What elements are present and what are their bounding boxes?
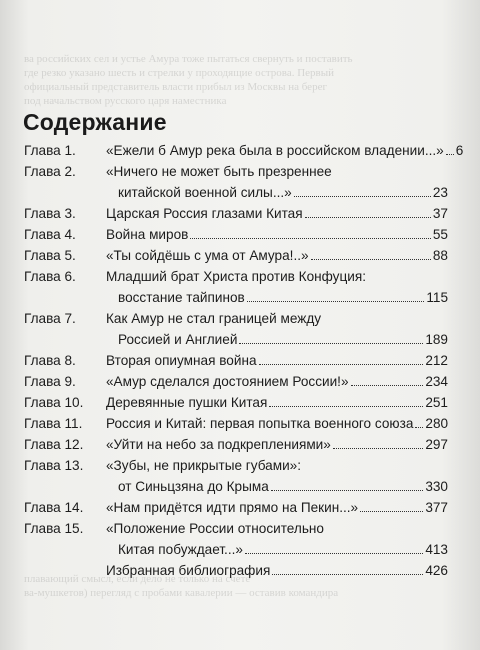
chapter-number: Глава 4.	[24, 227, 76, 242]
chapter-title-line: Вторая опиумная война	[106, 353, 257, 368]
dot-leader	[311, 245, 431, 260]
page-number: 377	[425, 500, 448, 515]
chapter-number: Глава 1.	[24, 143, 76, 158]
chapter-number: Глава 12.	[24, 437, 84, 452]
chapter-title-line: «Ты сойдёшь с ума от Амура!..»	[106, 248, 309, 263]
chapter-title-line: Китая побуждает...»	[118, 542, 243, 557]
chapter-number: Глава 13.	[24, 458, 84, 473]
toc-entry	[24, 434, 448, 455]
toc-entry	[24, 392, 448, 413]
chapter-title-line: Младший брат Христа против Конфуция:	[106, 269, 366, 284]
dot-leader	[351, 371, 424, 386]
chapter-title-line: «Ничего не может быть презреннее	[106, 164, 332, 179]
dot-leader	[415, 413, 423, 428]
chapter-title-line: восстание тайпинов	[118, 290, 245, 305]
contents-title: Содержание	[23, 109, 167, 135]
page-number: 115	[426, 290, 448, 305]
toc-entry	[24, 224, 448, 245]
chapter-title-line: от Синьцзяна до Крыма	[118, 479, 269, 494]
toc-entry	[24, 308, 448, 350]
chapter-title-line: Избранная библиография	[106, 563, 271, 578]
show-through-text-top: ва российских сел и устье Амура тоже пытаться свернуть и поставить где резко указано шесть и стрелки у проходящие острова. Первый официальный представитель власти прибыл из Москвы на берег под начальством русского царя наместника	[24, 53, 353, 107]
chapter-title-line: «Нам придётся идти прямо на Пекин...»	[106, 500, 359, 515]
chapter-title-line: Война миров	[106, 227, 189, 242]
toc-entry	[24, 350, 448, 371]
toc-entry	[24, 203, 448, 224]
chapter-number: Глава 9.	[24, 374, 76, 389]
page-number: 426	[425, 563, 448, 578]
dot-leader	[360, 497, 423, 512]
dot-leader	[245, 539, 423, 554]
toc-entry	[24, 140, 464, 161]
chapter-title-line: «Уйти на небо за подкреплениями»	[106, 437, 331, 452]
dot-leader	[446, 140, 454, 155]
chapter-number: Глава 8.	[24, 353, 76, 368]
chapter-title-line: Деревянные пушки Китая	[106, 395, 268, 410]
page-number: 413	[425, 542, 448, 557]
page-number: 37	[432, 206, 448, 221]
toc-entry	[24, 161, 448, 203]
chapter-title-line: «Амур сделался достоянием России!»	[106, 374, 349, 389]
chapter-title-line: «Положение России относительно	[106, 521, 324, 536]
page-number: 280	[425, 416, 449, 431]
chapter-title-line: «Ежели б Амур река была в российском владении...»	[106, 143, 444, 158]
page-number: 297	[425, 437, 448, 452]
page-number: 6	[455, 143, 464, 158]
chapter-title-line: Царская Россия глазами Китая	[106, 206, 303, 221]
chapter-title-line: китайской военной силы...»	[118, 185, 292, 200]
dot-leader	[269, 392, 423, 407]
chapter-number: Глава 6.	[24, 269, 76, 284]
toc-entry	[24, 266, 448, 308]
dot-leader	[271, 476, 424, 491]
page-number: 23	[432, 185, 448, 200]
show-through-text-bottom: плавающий смысл, если дело не только на счете ва-мушкетов) пеpегляд с пробами кавалерии — оставив командира	[24, 573, 339, 599]
chapter-title-line: Россия и Китай: первая попытка военного союза	[106, 416, 414, 431]
page-number: 189	[425, 332, 448, 347]
chapter-number: Глава 15.	[24, 521, 84, 536]
chapter-number: Глава 3.	[24, 206, 76, 221]
page-number: 330	[425, 479, 448, 494]
dot-leader	[294, 182, 431, 197]
dot-leader	[190, 224, 431, 239]
chapter-number: Глава 10.	[24, 395, 84, 410]
chapter-number: Глава 11.	[24, 416, 83, 431]
dot-leader	[239, 329, 423, 344]
chapter-number: Глава 2.	[24, 164, 76, 179]
toc-entry	[24, 413, 448, 434]
dot-leader	[247, 287, 425, 302]
chapter-title-line: Как Амур не стал границей между	[106, 311, 322, 326]
dot-leader	[333, 434, 423, 449]
page-number: 234	[425, 374, 448, 389]
chapter-number: Глава 5.	[24, 248, 76, 263]
toc-entry	[24, 371, 448, 392]
table-of-contents	[24, 140, 464, 581]
chapter-number: Глава 14.	[24, 500, 84, 515]
toc-entry	[24, 455, 448, 497]
chapter-title-line: Россией и Англией	[118, 332, 238, 347]
chapter-title-line: «Зубы, не прикрытые губами»:	[106, 458, 302, 473]
dot-leader	[305, 203, 431, 218]
page-number: 88	[432, 248, 448, 263]
toc-entry	[24, 245, 448, 266]
chapter-number: Глава 7.	[24, 311, 76, 326]
page-number: 55	[432, 227, 448, 242]
toc-entry	[24, 518, 448, 560]
page-number: 251	[425, 395, 448, 410]
page-number: 212	[425, 353, 448, 368]
toc-entry	[24, 497, 448, 518]
dot-leader	[259, 350, 424, 365]
